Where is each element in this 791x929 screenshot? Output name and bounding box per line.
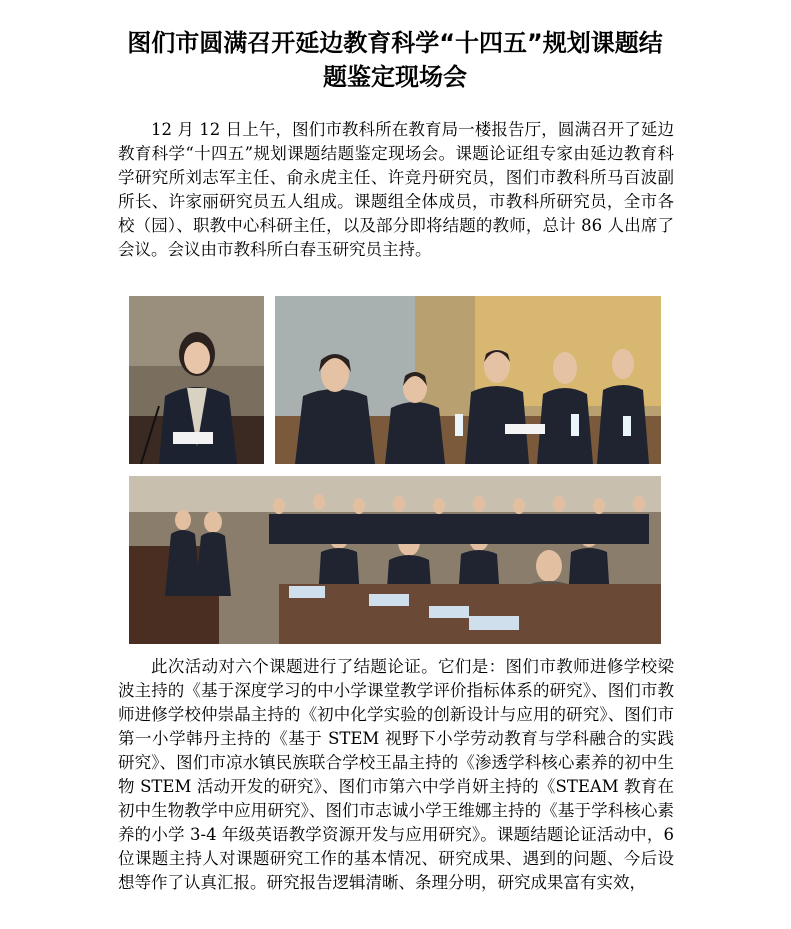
photo-speaker-at-podium bbox=[129, 296, 264, 464]
intro-paragraph: 12 月 12 日上午，图们市教科所在教育局一楼报告厅，圆满召开了延边教育科学“十四五”规划课题结题鉴定现场会。课题论证组专家由延边教育科学研究所刘志军主任、俞永虎主任、许竞丹研究员，图们市教科所马百波副所长、许家丽研究员五人组成。课题组全体成员，市教科所研究员，全市各校（园）、职教中心科研主任，以及部分即将结题的教师，总计 86 人出席了会议。会议由市教科所白春玉研究员主持。 bbox=[118, 120, 674, 259]
projects-paragraph: 此次活动对六个课题进行了结题论证。它们是：图们市教师进修学校梁波主持的《基于深度学习的中小学课堂教学评价指标体系的研究》、图们市教师进修学校仲崇晶主持的《初中化学实验的创新设计与应用的研究》、图们市第一小学韩丹主持的《基于 STEM 视野下小学劳动教育与学科融合的实践研究》、图们市凉水镇民族联合学校王晶主持的《渗透学科核心素养的初中生物 STEM 活动开发的研究》、图们市第六中学肖妍主持的《STEAM 教育在初中生物教学中应用研究》、图们市志诚小学王维娜主持的《基于学科核心素养的小学 3-4 年级英语教学资源开发与应用研究》。课题结题论证活动中，6 位课题主持人对课题研究工作的基本情况、研究成果、遇到的问题、今后设想等作了认真汇报。研究报告逻辑清晰、条理分明，研究成果富有实效， bbox=[118, 657, 674, 892]
article-title bbox=[110, 26, 680, 94]
photo-audience-meeting-hall bbox=[129, 476, 661, 644]
photo-expert-panel bbox=[275, 296, 661, 464]
article-title-line2: 题鉴定现场会 bbox=[323, 63, 467, 91]
article-title-line1: 图们市圆满召开延边教育科学“十四五”规划课题结 bbox=[127, 29, 663, 57]
